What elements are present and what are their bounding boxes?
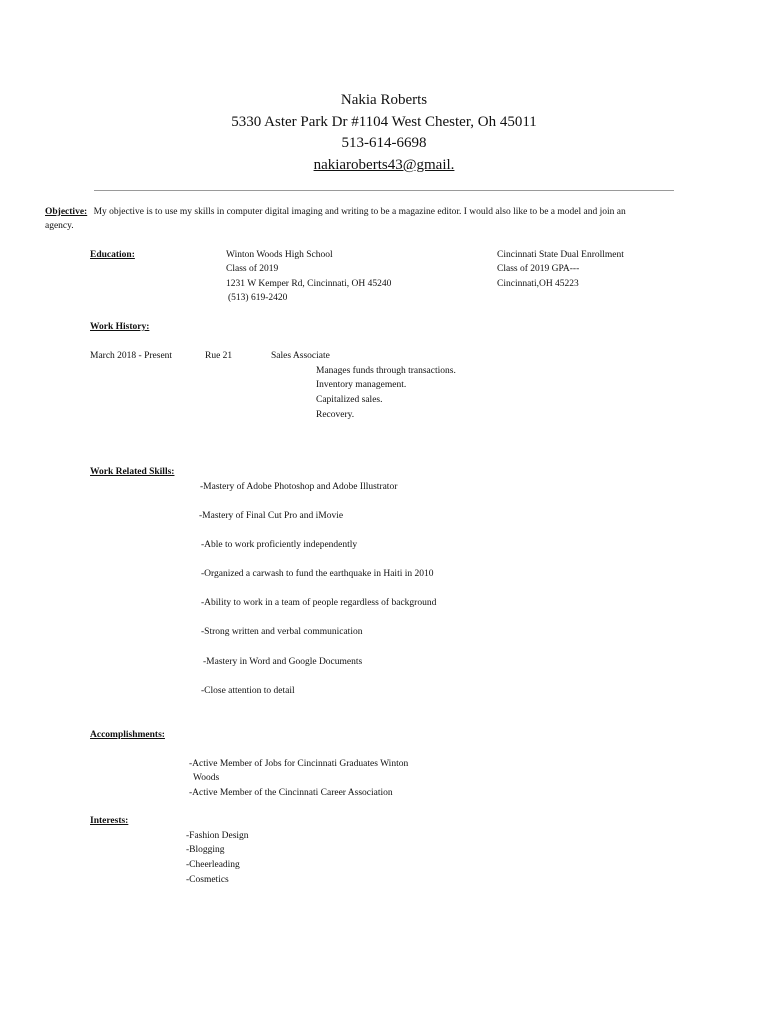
skill-item: -Ability to work in a team of people regardless of background	[201, 598, 437, 608]
school1-name: Winton Woods High School	[226, 250, 333, 260]
objective-line2: agency.	[45, 221, 74, 231]
school2-name: Cincinnati State Dual Enrollment	[497, 250, 624, 260]
skill-item: -Mastery of Final Cut Pro and iMovie	[199, 511, 344, 521]
email-link[interactable]: nakiaroberts43@gmail.	[313, 157, 455, 173]
resume-phone: 513-614-6698	[341, 135, 427, 151]
job-duty: Inventory management.	[316, 380, 407, 390]
skill-item: -Mastery in Word and Google Documents	[203, 657, 363, 667]
resume-name: Nakia Roberts	[340, 92, 428, 108]
accomplishments-label: Accomplishments:	[90, 730, 165, 740]
job-title: Sales Associate	[271, 351, 330, 361]
objective-label: Objective:	[45, 207, 88, 217]
objective-text: My objective is to use my skills in computer digital imaging and writing to be a magazine editor. I would also like to be a model and join an	[93, 207, 626, 217]
school1-phone: (513) 619-2420	[228, 293, 288, 303]
job-dates: March 2018 - Present	[90, 351, 173, 361]
interest-item: -Cheerleading	[186, 860, 240, 870]
school2-address: Cincinnati,OH 45223	[497, 279, 579, 289]
job-duty: Recovery.	[316, 410, 355, 420]
job-duty: Manages funds through transactions.	[316, 366, 456, 376]
school2-class: Class of 2019 GPA---	[497, 264, 580, 274]
school1-address: 1231 W Kemper Rd, Cincinnati, OH 45240	[226, 279, 392, 289]
resume-email-row	[0, 157, 768, 174]
objective-line1	[45, 207, 626, 217]
accomplishment-item: -Active Member of the Cincinnati Career Association	[189, 788, 393, 798]
skills-label: Work Related Skills:	[90, 467, 175, 477]
skill-item: -Able to work proficiently independently	[201, 540, 358, 550]
job-duty: Capitalized sales.	[316, 395, 383, 405]
interests-label: Interests:	[90, 816, 129, 826]
accomplishment-item: -Active Member of Jobs for Cincinnati Graduates Winton	[189, 759, 409, 769]
school1-class: Class of 2019	[226, 264, 279, 274]
job-company: Rue 21	[205, 351, 233, 361]
interest-item: -Cosmetics	[186, 875, 229, 885]
work-history-label: Work History:	[90, 322, 150, 332]
resume-address: 5330 Aster Park Dr #1104 West Chester, Oh 45011	[231, 114, 537, 130]
skill-item: -Mastery of Adobe Photoshop and Adobe Illustrator	[200, 482, 398, 492]
education-label: Education:	[90, 250, 135, 260]
skill-item: -Close attention to detail	[201, 686, 295, 696]
skill-item: -Strong written and verbal communication	[201, 627, 363, 637]
accomplishment-item-cont: Woods	[193, 773, 220, 783]
interest-item: -Fashion Design	[186, 831, 249, 841]
interest-item: -Blogging	[186, 845, 225, 855]
header-divider	[94, 190, 674, 191]
skill-item: -Organized a carwash to fund the earthquake in Haiti in 2010	[201, 569, 434, 579]
